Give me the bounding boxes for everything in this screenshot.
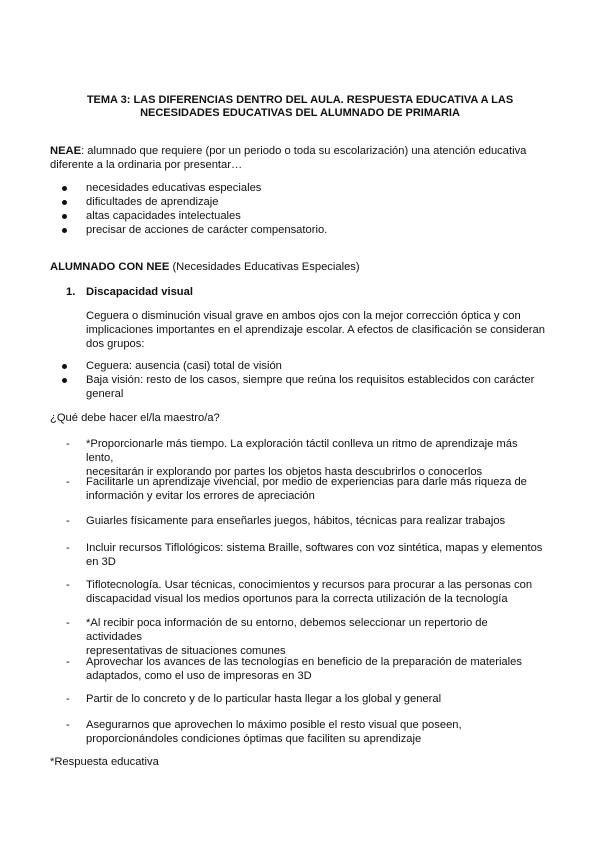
- dash-marker: -: [66, 542, 70, 554]
- dash-marker: -: [66, 693, 70, 705]
- dash-marker: -: [66, 656, 70, 668]
- list-item: [50, 373, 550, 401]
- section-paragraph: [86, 309, 556, 351]
- dash-marker: -: [66, 438, 70, 450]
- document-title: [60, 94, 540, 120]
- action-text: Aprovechar los avances de las tecnologías en beneficio de la preparación de materiales: [86, 656, 522, 668]
- action-text: Facilitarle un aprendizaje vivencial, por medio de experiencias para darle más riqueza de: [86, 476, 527, 488]
- section-heading: [66, 285, 193, 299]
- action-text: discapacidad visual los medios oportunos para la correcta utilización de la tecnología: [86, 593, 508, 605]
- action-text: Partir de lo concreto y de lo particular hasta llegar a los global y general: [86, 693, 442, 705]
- dash-marker: -: [66, 719, 70, 731]
- action-text: Tiflotecnología. Usar técnicas, conocimientos y recursos para procurar a las personas con: [86, 579, 533, 591]
- paragraph-line: dos grupos:: [86, 338, 145, 350]
- section-title: Discapacidad visual: [86, 286, 193, 298]
- list-item-text: Baja visión: resto de los casos, siempre que reúna los requisitos establecidos con carácter: [86, 374, 535, 386]
- list-item: dificultades de aprendizaje: [50, 195, 550, 209]
- section-number: 1.: [66, 286, 76, 298]
- action-text: información y evitar los errores de apreciación: [86, 490, 315, 502]
- list-item: [50, 359, 550, 373]
- action-text: *Proporcionarle más tiempo. La exploración táctil conlleva un ritmo de aprendizaje más lento,: [86, 438, 518, 464]
- action-text: Incluir recursos Tiflológicos: sistema Braille, softwares con voz sintética, mapas y elementos: [86, 542, 543, 554]
- paragraph-line: Ceguera o disminución visual grave en ambos ojos con la mejor corrección óptica y con: [86, 310, 521, 322]
- neae-definition-text: : alumnado que requiere (por un periodo o toda su escolarización) una atención educativa: [81, 145, 527, 157]
- neae-definition: [50, 144, 550, 172]
- dash-marker: -: [66, 515, 70, 527]
- action-text: adaptados, como el uso de impresoras en 3D: [86, 670, 312, 682]
- list-item: precisar de acciones de carácter compensatorio.: [50, 223, 550, 237]
- action-text: en 3D: [86, 556, 116, 568]
- list-item-text: Ceguera: ausencia (casi) total de visión: [86, 360, 282, 372]
- list-item-text: general: [86, 388, 124, 400]
- nee-heading-note: (Necesidades Educativas Especiales): [169, 261, 360, 273]
- action-text: Asegurarnos que aprovechen lo máximo posible el resto visual que poseen,: [86, 719, 462, 731]
- dash-marker: -: [66, 617, 70, 629]
- footnote: *Respuesta educativa: [50, 756, 159, 768]
- dash-marker: -: [66, 476, 70, 488]
- dash-marker: -: [66, 579, 70, 591]
- nee-heading-text: ALUMNADO CON NEE: [50, 261, 170, 273]
- question: ¿Qué debe hacer el/la maestro/a?: [50, 412, 220, 424]
- action-text: *Al recibir poca información de su entorno, debemos seleccionar un repertorio de actividades: [86, 617, 488, 643]
- list-item: necesidades educativas especiales: [50, 181, 550, 195]
- paragraph-line: implicaciones importantes en el aprendizaje escolar. A efectos de clasificación se consideran: [86, 324, 545, 336]
- action-text: representativas de situaciones comunes: [86, 645, 286, 657]
- action-text: necesitarán ir explorando por partes los objetos hasta descubrirlos o conocerlos: [86, 466, 483, 478]
- title-line: NECESIDADES EDUCATIVAS DEL ALUMNADO DE PRIMARIA: [140, 107, 460, 119]
- action-text: Guiarles físicamente para enseñarles juegos, hábitos, técnicas para realizar trabajos: [86, 515, 506, 527]
- title-line: TEMA 3: LAS DIFERENCIAS DENTRO DEL AULA. RESPUESTA EDUCATIVA A LAS: [86, 94, 514, 106]
- neae-term: NEAE: [50, 145, 82, 157]
- action-text: proporcionándoles condiciones óptimas que faciliten su aprendizaje: [86, 733, 422, 745]
- neae-list: [50, 181, 550, 237]
- neae-definition-text: diferente a la ordinaria por presentar…: [50, 159, 243, 171]
- nee-heading: [50, 260, 550, 274]
- list-item: altas capacidades intelectuales: [50, 209, 550, 223]
- vision-groups-list: [50, 359, 550, 401]
